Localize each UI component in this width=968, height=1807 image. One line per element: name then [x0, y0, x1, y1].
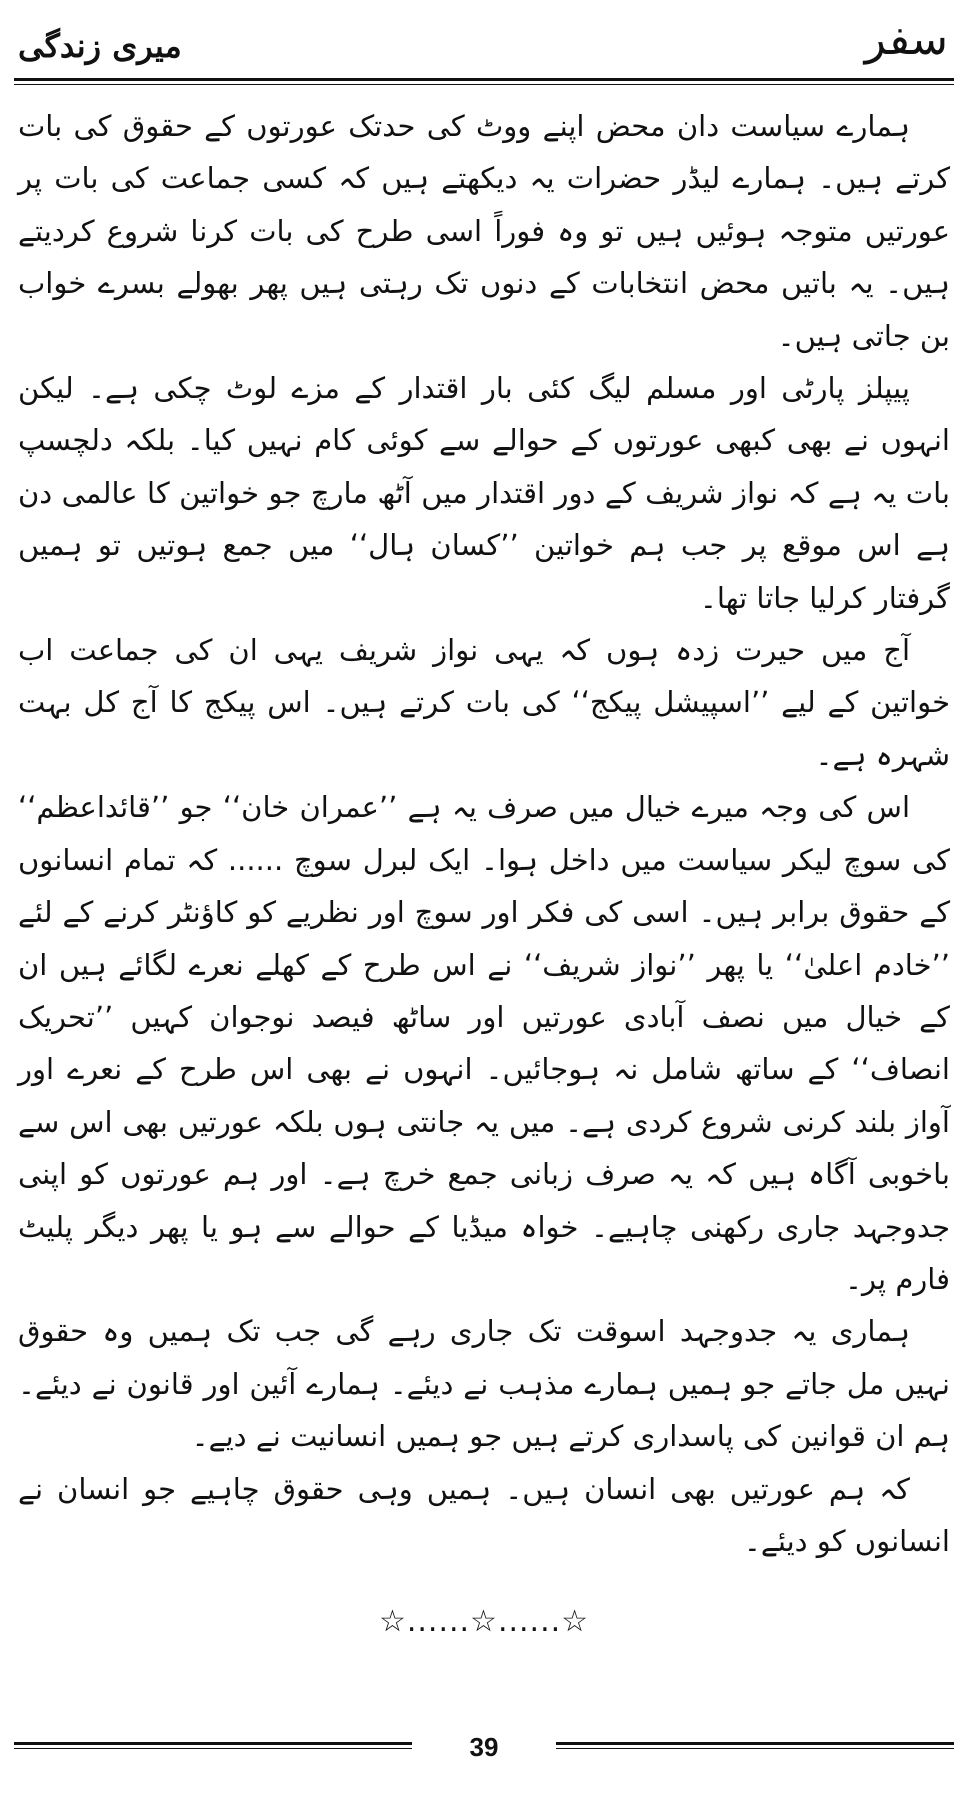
paragraph-2: پیپلز پارٹی اور مسلم لیگ کئی بار اقتدار کے مزے لوٹ چکی ہے۔ لیکن انہوں نے بھی کبھی عورتوں کے حوالے سے کوئی کام نہیں کیا۔ بلکہ دلچسپ بات یہ ہے کہ نواز شریف کے دور اقتدار میں آٹھ مارچ جو خواتین کا عالمی دن ہے اس موقع پر جب ہم خواتین ’’کسان ہال‘‘ میں جمع ہوتیں تو ہمیں گرفتار کرلیا جاتا تھا۔	[18, 371, 950, 615]
page-header	[14, 14, 954, 84]
running-title-right: سفر	[864, 14, 948, 65]
paragraph-3: آج میں حیرت زدہ ہوں کہ یہی نواز شریف یہی ان کی جماعت اب خواتین کے لیے ’’اسپیشل پیکج‘‘ کی بات کرتے ہیں۔ اس پیکج کا آج کل بہت شہرہ ہے۔	[18, 633, 950, 772]
running-title-left: میری زندگی	[18, 27, 182, 65]
paragraph-1: ہمارے سیاست دان محض اپنے ووٹ کی حدتک عورتوں کے حقوق کی بات کرتے ہیں۔ ہمارے لیڈر حضرات یہ دیکھتے ہیں کہ کسی جماعت کی بات پر عورتیں متوجہ ہوئیں ہیں تو وہ فوراً اسی طرح کی بات کرنا شروع کردیتے ہیں۔ یہ باتیں محض انتخابات کے دنوں تک رہتی ہیں پھر بھولے بسرے خواب بن جاتی ہیں۔	[18, 109, 950, 353]
section-break-stars: ☆......☆......☆	[378, 1604, 590, 1639]
paragraph-6: کہ ہم عورتیں بھی انسان ہیں۔ ہمیں وہی حقوق چاہیے جو انسان نے انسانوں کو دیئے۔	[18, 1471, 950, 1558]
paragraph-4: اس کی وجہ میرے خیال میں صرف یہ ہے ’’عمران خان‘‘ جو ’’قائداعظم‘‘ کی سوچ لیکر سیاست میں داخل ہوا۔ ایک لبرل سوچ ...... کہ تمام انسانوں کے حقوق برابر ہیں۔ اسی کی فکر اور سوچ اور نظریے کو کاؤنٹر کرنے کے لئے ’’خادم اعلیٰ‘‘ یا پھر ’’نواز شریف‘‘ نے اس طرح کے کھلے نعرے لگائے ہیں ان کے خیال میں نصف آبادی عورتیں اور ساٹھ فیصد نوجوان کہیں ’’تحریک انصاف‘‘ کے ساتھ شامل نہ ہوجائیں۔ انہوں نے بھی اس طرح کے نعرے اور آواز بلند کرنی شروع کردی ہے۔ میں یہ جانتی ہوں بلکہ عورتیں بھی اس سے باخوبی آگاہ ہیں کہ یہ صرف زبانی جمع خرچ ہے۔ اور ہم عورتوں کو اپنی جدوجہد جاری رکھنی چاہیے۔ خواہ میڈیا کے حوالے سے ہو یا پھر دیگر پلیٹ فارم پر۔	[18, 790, 950, 1296]
footer-rule-right	[556, 1742, 954, 1749]
page-footer	[14, 1732, 954, 1772]
header-rule	[14, 78, 954, 85]
paragraph-5: ہماری یہ جدوجہد اسوقت تک جاری رہے گی جب تک ہمیں وہ حقوق نہیں مل جاتے جو ہمیں ہمارے مذہب نے دیئے۔ ہمارے آئین اور قانون نے دیئے۔ ہم ان قوانین کی پاسداری کرتے ہیں جو ہمیں انسانیت نے دیے۔	[18, 1314, 950, 1454]
page-number: 39	[469, 1732, 499, 1762]
page-body	[18, 100, 950, 1610]
